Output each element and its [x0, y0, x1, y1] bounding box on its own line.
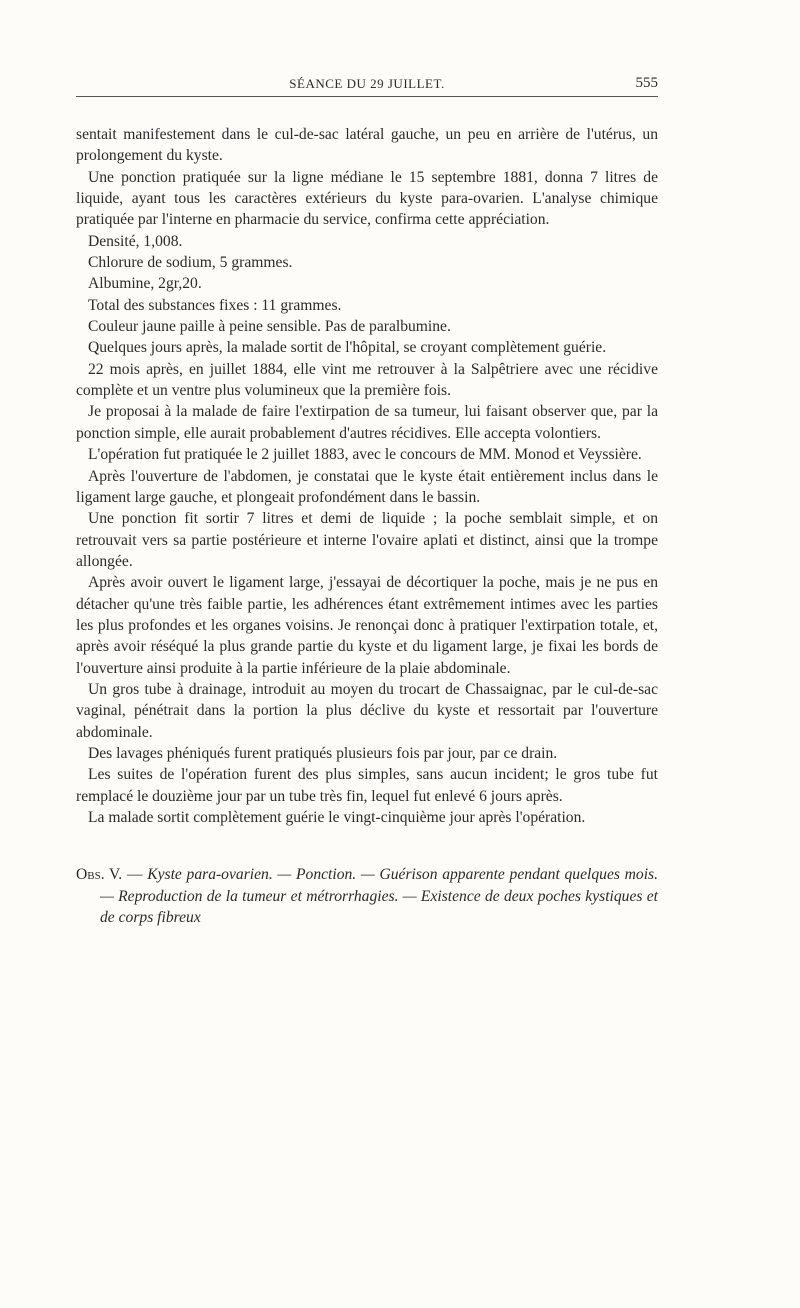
paragraph: Une ponction fit sortir 7 litres et demi de liquide ; la poche semblait simple, et on retrouvait vers sa partie postérieure et interne l'ovaire aplati et distinct, ainsi que la trompe allongée. [76, 510, 658, 570]
paragraph: La malade sortit complètement guérie le vingt-cinquième jour après l'opération. [88, 809, 586, 826]
paragraph: 22 mois après, en juillet 1884, elle vint me retrouver à la Salpêtriere avec une récidive complète et un ventre plus volumineux que la première fois. [76, 360, 658, 400]
analysis-line: Total des substances fixes : 11 grammes. [88, 296, 342, 314]
paragraph: Après avoir ouvert le ligament large, j'essayai de décortiquer la poche, mais je ne pus en détacher qu'une très faible partie, les adhérences étant extrêmement intimes avec les parties les plus profondes et les organes voisins. Je renonçai donc à pratiquer l'extirpation totale, et, après avoir réséqué la plus grande partie du kyste et du ligament large, je fixai les bords de l'ouverture ainsi produite à la partie inférieure de la plaie abdominale. [76, 574, 658, 677]
paragraph: Je proposai à la malade de faire l'extirpation de sa tumeur, lui faisant observer que, par la ponction simple, elle aurait probablement d'autres récidives. Elle accepta volontiers. [76, 403, 658, 442]
analysis-line: Couleur jaune paille à peine sensible. Pas de paralbumine. [88, 318, 451, 336]
observation-label: Obs. V. — [76, 866, 148, 884]
paragraph: Un gros tube à drainage, introduit au moyen du trocart de Chassaignac, par le cul-de-sac vaginal, pénétrait dans la portion la plus déclive du kyste et ressortait par l'ouverture abdominale. [76, 680, 658, 741]
analysis-line: Chlorure de sodium, 5 grammes. [88, 254, 293, 272]
paragraph: Quelques jours après, la malade sortit de l'hôpital, se croyant complètement guérie. [88, 339, 607, 357]
observation-heading [76, 864, 658, 929]
paragraph: sentait manifestement dans le cul-de-sac latéral gauche, un peu en arrière de l'utérus, un prolongement du kyste. [76, 126, 658, 165]
body-text [76, 124, 658, 828]
paragraph: Des lavages phéniqués furent pratiqués plusieurs fois par jour, par ce drain. [88, 744, 558, 762]
document-page [76, 70, 658, 929]
analysis-line: Densité, 1,008. [88, 232, 183, 250]
observation-title: Kyste para-ovarien. — Ponction. — Guérison apparente pendant quelques mois. — Reproduction de la tumeur et métrorrhagies. — Existence de deux poches kystiques et de corps fibreux [100, 866, 658, 927]
paragraph: Une ponction pratiquée sur la ligne médiane le 15 septembre 1881, donna 7 litres de liquide, ayant tous les caractères extérieurs du kyste para-ovarien. L'analyse chimique pratiquée par l'interne en pharmacie du service, confirma cette appréciation. [76, 168, 658, 229]
running-header [76, 70, 658, 97]
running-header-title: SÉANCE DU 29 JUILLET. [289, 76, 445, 91]
paragraph: Après l'ouverture de l'abdomen, je constatai que le kyste était entièrement inclus dans le ligament large gauche, et plongeait profondément dans le bassin. [76, 467, 658, 506]
analysis-line: Albumine, 2gr,20. [88, 275, 202, 293]
paragraph: Les suites de l'opération furent des plus simples, sans aucun incident; le gros tube fut remplacé le douzième jour par un tube très fin, lequel fut enlevé 6 jours après. [76, 766, 658, 805]
page-number: 555 [635, 75, 658, 91]
paragraph: L'opération fut pratiquée le 2 juillet 1883, avec le concours de MM. Monod et Veyssière. [88, 446, 642, 464]
